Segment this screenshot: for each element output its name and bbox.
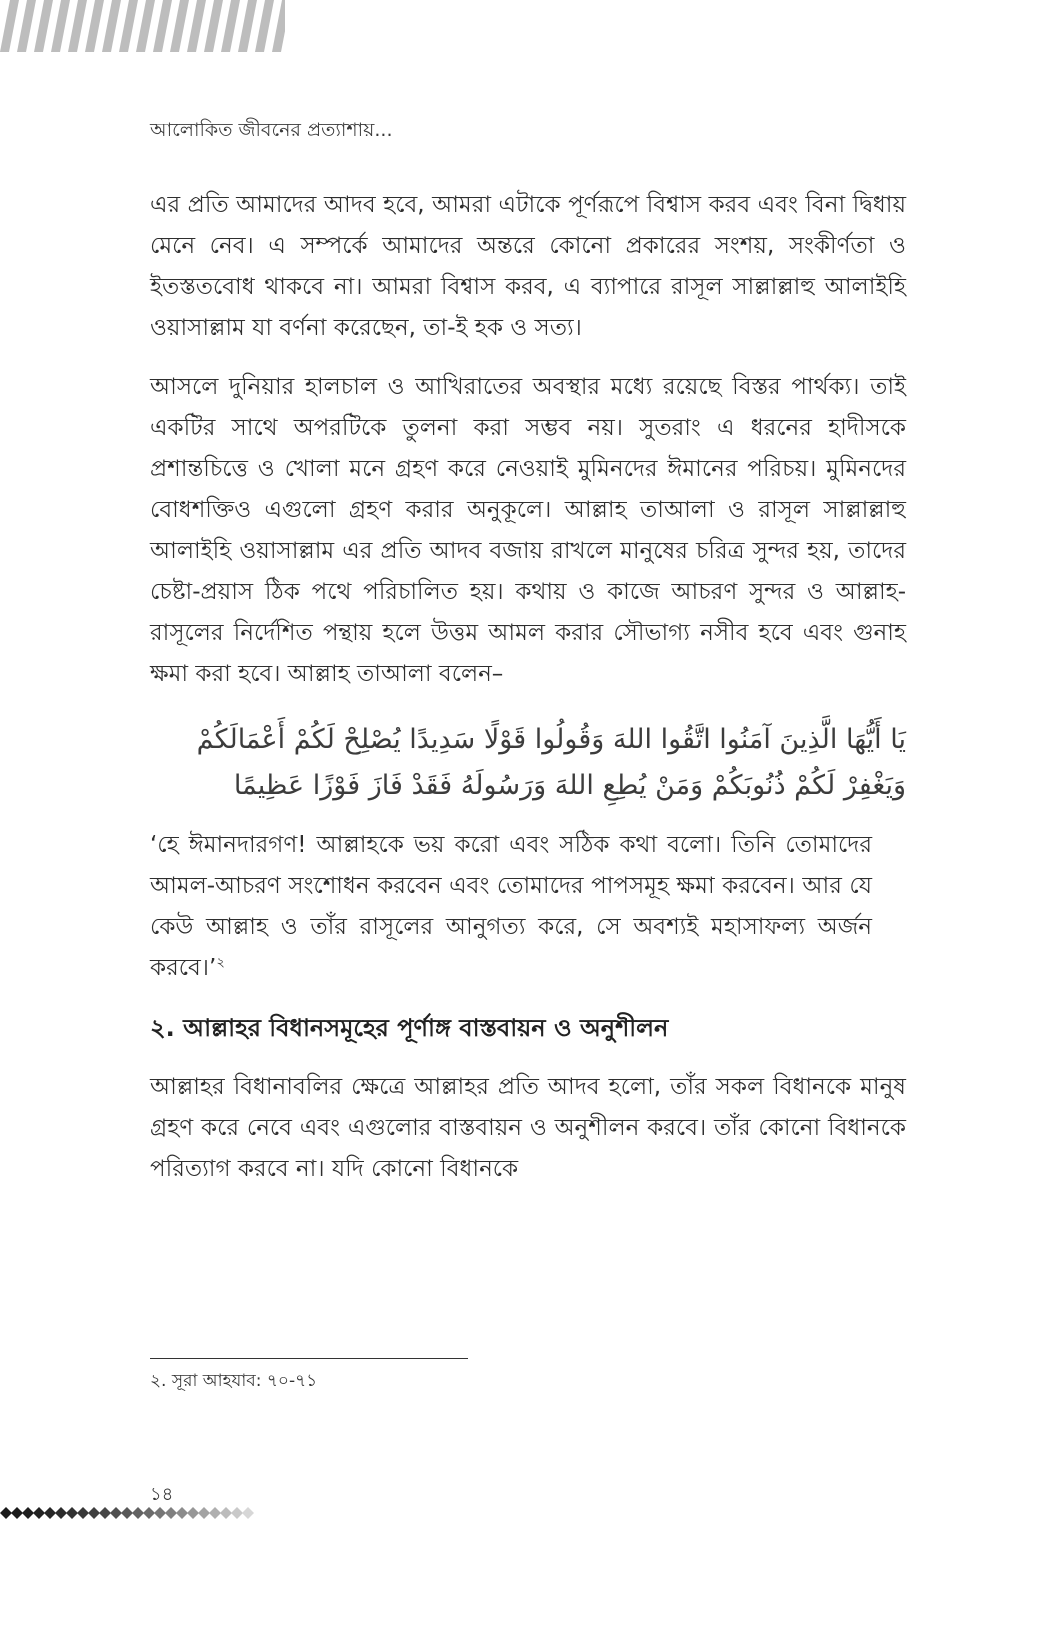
stripe-mark (119, 0, 138, 52)
stripe-mark (153, 0, 172, 52)
diamond-mark (0, 1507, 12, 1519)
diamond-mark (143, 1507, 155, 1519)
decorative-stripe-band (0, 0, 285, 52)
stripe-mark (221, 0, 240, 52)
footnote-reference: ২ (216, 955, 225, 971)
stripe-mark (68, 0, 87, 52)
verse-translation (150, 825, 872, 989)
stripe-mark (187, 0, 206, 52)
stripe-mark (85, 0, 104, 52)
diamond-mark (165, 1507, 177, 1519)
diamond-mark (33, 1507, 45, 1519)
stripe-mark (204, 0, 223, 52)
body-paragraph-2: আসলে দুনিয়ার হালচাল ও আখিরাতের অবস্থার মধ্যে রয়েছে বিস্তর পার্থক্য। তাই একটির সাথে অপরটিকে তুলনা করা সম্ভব নয়। সুতরাং এ ধরনের হাদীসকে প্রশান্তচিত্তে ও খোলা মনে গ্রহণ করে নেওয়াই মুমিনদের ঈমানের পরিচয়। মুমিনদের বোধশক্তিও এগুলো গ্রহণ করার অনুকূলে। আল্লাহ তাআলা ও রাসূল সাল্লাল্লাহু আলাইহি ওয়াসাল্লাম এর প্রতি আদব বজায় রাখলে মানুষের চরিত্র সুন্দর হয়, তাদের চেষ্টা-প্রয়াস ঠিক পথে পরিচালিত হয়। কথায় ও কাজে আচরণ সুন্দর ও আল্লাহ-রাসূলের নির্দেশিত পন্থায় হলে উত্তম আমল করার সৌভাগ্য নসীব হবে এবং গুনাহ ক্ষমা করা হবে। আল্লাহ তাআলা বলেন– (150, 374, 906, 687)
section-paragraph: আল্লাহর বিধানাবলির ক্ষেত্রে আল্লাহর প্রতি আদব হলো, তাঁর সকল বিধানকে মানুষ গ্রহণ করে নেবে এবং এগুলোর বাস্তবায়ন ও অনুশীলন করবে। তাঁর কোনো বিধানকে পরিত্যাগ করবে না। যদি কোনো বিধানকে (150, 1074, 906, 1182)
body-paragraph-1: এর প্রতি আমাদের আদব হবে, আমরা এটাকে পূর্ণরূপে বিশ্বাস করব এবং বিনা দ্বিধায় মেনে নেব। এ সম্পর্কে আমাদের অন্তরে কোনো প্রকারের সংশয়, সংকীর্ণতা ও ইতস্ততবোধ থাকবে না। আমরা বিশ্বাস করব, এ ব্যাপারে রাসূল সাল্লাল্লাহু আলাইহি ওয়াসাল্লাম যা বর্ণনা করেছেন, তা-ই হক ও সত্য। (150, 192, 906, 341)
stripe-mark (0, 0, 19, 52)
diamond-mark (11, 1507, 23, 1519)
footnote-divider (150, 1358, 468, 1359)
diamond-mark (55, 1507, 67, 1519)
diamond-mark (220, 1507, 232, 1519)
diamond-mark (66, 1507, 78, 1519)
arabic-verse: يَا أَيُّهَا الَّذِينَ آمَنُوا اتَّقُوا اللهَ وَقُولُوا قَوْلًا سَدِيدًا يُصْلِحْ لَكُمْ أَعْمَالَكُمْ وَيَغْفِرْ لَكُمْ ذُنُوبَكُمْ وَمَنْ يُطِعِ اللهَ وَرَسُولَهُ فَقَدْ فَازَ فَوْزًا عَظِيمًا (196, 724, 906, 801)
stripe-mark (238, 0, 257, 52)
diamond-mark (132, 1507, 144, 1519)
diamond-mark (231, 1507, 243, 1519)
section-heading: ২. আল্লাহর বিধানসমূহের পূর্ণাঙ্গ বাস্তবায়ন ও অনুশীলন (150, 1014, 669, 1042)
diamond-mark (99, 1507, 111, 1519)
diamond-mark (88, 1507, 100, 1519)
stripe-mark (170, 0, 189, 52)
diamond-mark (110, 1507, 122, 1519)
page-number: ১৪ (150, 1484, 174, 1505)
decorative-diamond-row (0, 1502, 260, 1524)
stripe-mark (255, 0, 274, 52)
verse-translation-text: ‘হে ঈমানদারগণ! আল্লাহকে ভয় করো এবং সঠিক কথা বলো। তিনি তোমাদের আমল-আচরণ সংশোধন করবেন এবং তোমাদের পাপসমূহ ক্ষমা করবেন। আর যে কেউ আল্লাহ ও তাঁর রাসূলের আনুগত্য করে, সে অবশ্যই মহাসাফল্য অর্জন করবে।’ (150, 832, 872, 981)
footnote: ২. সূরা আহযাব: ৭০-৭১ (150, 1371, 318, 1391)
diamond-mark (154, 1507, 166, 1519)
page-body (150, 185, 906, 1208)
diamond-mark (176, 1507, 188, 1519)
diamond-mark (242, 1507, 254, 1519)
diamond-mark (187, 1507, 199, 1519)
diamond-mark (121, 1507, 133, 1519)
stripe-mark (34, 0, 53, 52)
stripe-mark (272, 0, 285, 52)
stripe-mark (17, 0, 36, 52)
stripe-mark (102, 0, 121, 52)
diamond-mark (22, 1507, 34, 1519)
running-head: আলোকিত জীবনের প্রত্যাশায়... (150, 119, 393, 141)
diamond-mark (44, 1507, 56, 1519)
diamond-mark (77, 1507, 89, 1519)
stripe-mark (51, 0, 70, 52)
stripe-mark (136, 0, 155, 52)
diamond-mark (209, 1507, 221, 1519)
diamond-mark (198, 1507, 210, 1519)
